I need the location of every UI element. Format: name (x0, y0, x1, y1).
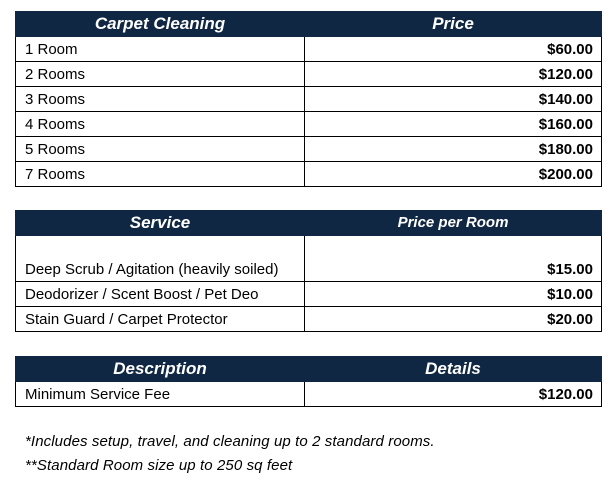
carpet-cleaning-table (15, 11, 602, 187)
row-price: $140.00 (305, 87, 602, 112)
row-label: 7 Rooms (16, 162, 305, 187)
footnote-setup: *Includes setup, travel, and cleaning up to 2 standard rooms. (25, 433, 435, 450)
table-header-row (16, 357, 602, 382)
footnote-room-size: **Standard Room size up to 250 sq feet (25, 457, 293, 474)
row-price: $20.00 (305, 307, 602, 332)
description-table (15, 356, 602, 407)
column-header: Details (305, 357, 602, 382)
row-price: $10.00 (305, 282, 602, 307)
table-row (16, 137, 602, 162)
table-row (16, 37, 602, 62)
row-price: $15.00 (305, 236, 602, 282)
table-header-row (16, 12, 602, 37)
table-header-row (16, 211, 602, 236)
column-header: Carpet Cleaning (16, 12, 305, 37)
column-header: Description (16, 357, 305, 382)
row-label: Minimum Service Fee (16, 382, 305, 407)
table-row (16, 162, 602, 187)
row-price: $60.00 (305, 37, 602, 62)
row-price: $120.00 (305, 62, 602, 87)
column-header: Price per Room (305, 211, 602, 236)
row-price: $180.00 (305, 137, 602, 162)
row-price: $120.00 (305, 382, 602, 407)
column-header: Price (305, 12, 602, 37)
row-price: $200.00 (305, 162, 602, 187)
row-label: Deodorizer / Scent Boost / Pet Deo (16, 282, 305, 307)
table-row (16, 236, 602, 282)
row-price: $160.00 (305, 112, 602, 137)
table-row (16, 112, 602, 137)
row-label: Deep Scrub / Agitation (heavily soiled) (16, 236, 305, 282)
row-label: Stain Guard / Carpet Protector (16, 307, 305, 332)
table-row (16, 87, 602, 112)
column-header: Service (16, 211, 305, 236)
service-table (15, 210, 602, 332)
row-label: 2 Rooms (16, 62, 305, 87)
table-row (16, 382, 602, 407)
table-row (16, 282, 602, 307)
row-label: 1 Room (16, 37, 305, 62)
row-label: 5 Rooms (16, 137, 305, 162)
row-label: 3 Rooms (16, 87, 305, 112)
table-row (16, 307, 602, 332)
table-row (16, 62, 602, 87)
row-label: 4 Rooms (16, 112, 305, 137)
